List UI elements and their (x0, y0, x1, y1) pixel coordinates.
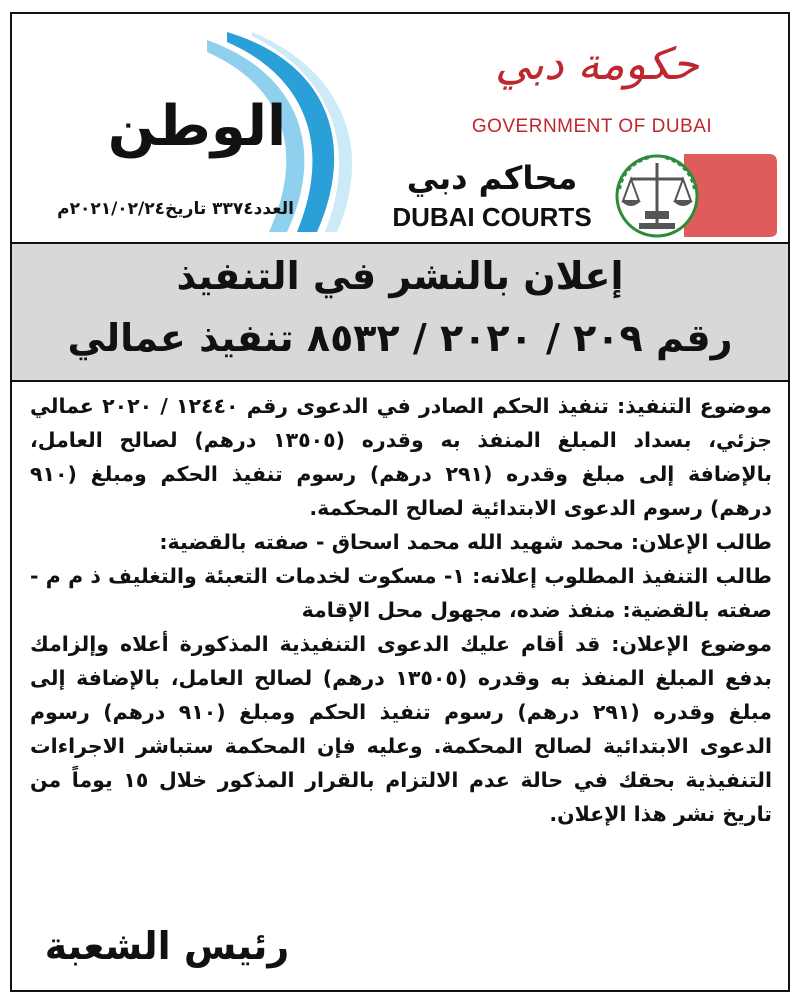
newspaper-logo: الوطن (107, 94, 287, 159)
issue-date-line: العدد٣٣٧٤ تاريخ٢٠٢١/٠٢/٢٤م (57, 199, 294, 219)
signature: رئيس الشعبة (44, 924, 290, 968)
executed-party-paragraph: طالب التنفيذ المطلوب إعلانه: ١- مسكوت لخدمات التعبئة والتغليف ذ م م - صفته بالقضية: منفذ ضده، مجهول محل الإقامة (30, 564, 772, 622)
government-name-en: GOVERNMENT OF DUBAI (471, 116, 713, 137)
execution-subject-paragraph: موضوع التنفيذ: تنفيذ الحكم الصادر في الدعوى رقم ١٢٤٤٠ / ٢٠٢٠ عمالي جزئي، بسداد المبلغ المنفذ به وقدره (١٣٥٠٥ درهم) لصالح العامل، بالإضافة إلى مبلغ وقدره (٢٩١ درهم) رسوم تنفيذ الحكم ومبلغ (٩١٠ درهم) رسوم الدعوى الابتدائية لصالح المحكمة. (30, 394, 772, 520)
courts-name-en: DUBAI COURTS (392, 202, 592, 232)
government-name-ar: حكومة دبي (495, 39, 699, 90)
header (12, 14, 788, 239)
notice-frame (10, 12, 790, 992)
notice-title: إعلان بالنشر في التنفيذ (176, 254, 624, 298)
notice-subject-paragraph: موضوع الإعلان: قد أقام عليك الدعوى التنفيذية المذكورة أعلاه وإلزامك بدفع المبلغ المنفذ به وقدره (١٣٥٠٥ درهم) لصالح العامل، بالإضافة إلى مبلغ وقدره (٢٩١ درهم) رسوم تنفيذ الحكم ومبلغ (٩١٠ درهم) رسوم الدعوى الابتدائية لصالح المحكمة. وعليه فإن المحكمة ستباشر الاجراءات التنفيذية بحقك في حالة عدم الالتزام بالقرار المذكور خلال ١٥ يوماً من تاريخ نشر هذا الإعلان. (30, 632, 772, 826)
notice-body (30, 389, 772, 831)
case-number: رقم ٢٠٩ / ٢٠٢٠ / ٨٥٣٢ تنفيذ عمالي (67, 316, 733, 360)
justice-scales-emblem-icon (609, 149, 779, 239)
courts-name-ar: محاكم دبي (406, 159, 578, 197)
notice-requester-paragraph: طالب الإعلان: محمد شهيد الله محمد اسحاق - صفته بالقضية: (159, 530, 772, 554)
notice-title-band (12, 242, 788, 382)
